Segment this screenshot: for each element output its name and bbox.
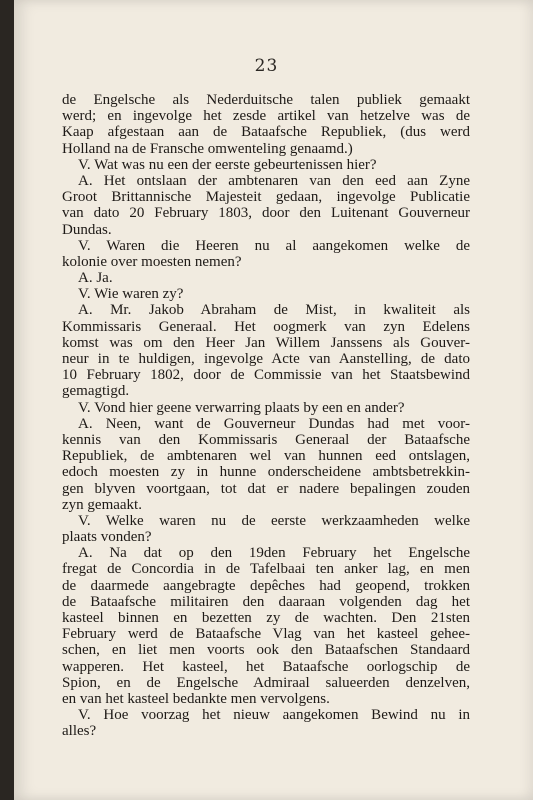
text-line: A. Het ontslaan der ambtenaren van den eed aan Zyne bbox=[78, 172, 470, 189]
text-line: V. Wie waren zy? bbox=[78, 286, 184, 303]
text-line: Groot Brittannische Majesteit gedaan, ingevolge Publicatie bbox=[62, 189, 470, 206]
text-line: wapperen. Het kasteel, het Bataafsche oorlogschip de bbox=[62, 658, 470, 675]
text-line: V. Welke waren nu de eerste werkzaamheden welke bbox=[78, 512, 470, 529]
page-number: 23 bbox=[254, 56, 279, 76]
text-line: de Engelsche als Nederduitsche talen publiek gemaakt bbox=[62, 92, 470, 108]
text-line: de daarmede aangebragte depêches had geopend, trokken bbox=[62, 577, 470, 594]
text-line: kolonie over moesten nemen? bbox=[62, 253, 242, 270]
text-line: Kaap afgestaan aan de Bataafsche Republiek, (dus werd bbox=[62, 124, 470, 141]
text-line: V. Vond hier geene verwarring plaats by een en ander? bbox=[78, 399, 405, 416]
text-line: gemagtigd. bbox=[62, 383, 130, 400]
text-line: V. Wat was nu een der eerste gebeurtenissen hier? bbox=[78, 156, 377, 173]
text-line: V. Hoe voorzag het nieuw aangekomen Bewind nu in bbox=[78, 707, 470, 724]
text-line: A. Na dat op den 19den February het Engelsche bbox=[78, 545, 470, 562]
text-line: de Bataafsche militairen den daaraan volgenden dag het bbox=[62, 593, 470, 610]
text-line: Republiek, de ambtenaren wel van hunnen eed ontslagen, bbox=[62, 448, 470, 465]
text-line: 10 February 1802, door de Commissie van het Staatsbewind bbox=[62, 367, 470, 384]
text-line: en van het kasteel bedankte men vervolgens. bbox=[62, 690, 330, 707]
text-line: kennis van den Kommissaris Generaal der Bataafsche bbox=[62, 431, 470, 448]
text-line: alles? bbox=[62, 723, 97, 740]
text-line: Holland na de Fransche omwenteling genaamd.) bbox=[62, 140, 353, 157]
text-line: A. Mr. Jakob Abraham de Mist, in kwaliteit als bbox=[78, 302, 470, 319]
text-line: A. Neen, want de Gouverneur Dundas had met voor- bbox=[78, 415, 470, 432]
text-line: van dato 20 February 1803, door den Luitenant Gouverneur bbox=[62, 205, 470, 222]
text-line: Dundas. bbox=[62, 221, 112, 238]
text-line: February werd de Bataafsche Vlag van het kasteel gehee- bbox=[62, 626, 470, 643]
text-line: edoch moesten zy in hunne onderscheidene ambtsbetrekkin- bbox=[62, 464, 470, 481]
text-line: fregat de Concordia in de Tafelbaai ten anker lag, en men bbox=[62, 561, 470, 578]
text-line: plaats vonden? bbox=[62, 529, 152, 546]
text-line: zyn gemaakt. bbox=[62, 496, 142, 513]
page-text bbox=[62, 92, 470, 740]
text-line: Spion, en de Engelsche Admiraal salueerden denzelven, bbox=[62, 674, 470, 691]
text-line: schen, en liet men voorts ook den Bataafschen Standaard bbox=[62, 642, 470, 659]
text-line: komst was om den Heer Jan Willem Janssens als Gouver- bbox=[62, 334, 470, 351]
text-line: V. Waren die Heeren nu al aangekomen welke de bbox=[78, 237, 470, 254]
text-line: Kommissaris Generaal. Het oogmerk van zyn Edelens bbox=[62, 318, 470, 335]
text-line: werd; en ingevolge het zesde artikel van hetzelve was de bbox=[62, 108, 470, 125]
text-line: A. Ja. bbox=[78, 270, 113, 287]
text-line: gen blyven voortgaan, tot dat er nadere bepalingen zouden bbox=[62, 480, 470, 497]
text-line: neur in te huldigen, ingevolge Acte van Aanstelling, de dato bbox=[62, 351, 470, 367]
text-line: kasteel binnen en bezetten zy de wachten. Den 21sten bbox=[62, 610, 470, 626]
